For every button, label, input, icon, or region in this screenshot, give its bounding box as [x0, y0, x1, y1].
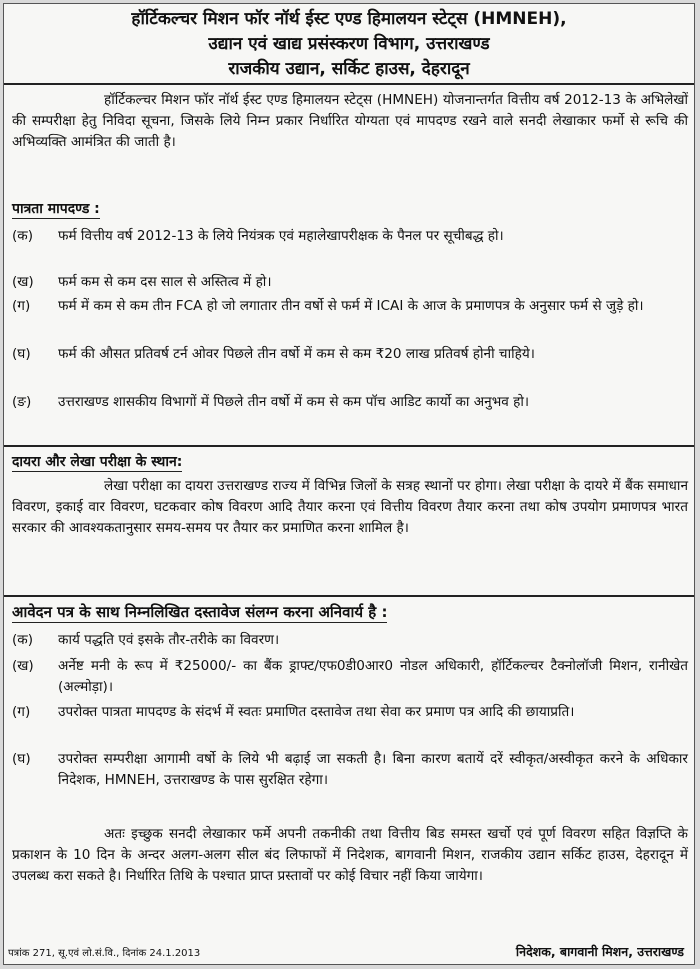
document-item: (ख) अर्नेष्ट मनी के रूप में ₹25000/- का बैंक ड्राफ्ट/एफ0डी0आर0 नोडल अधिकारी, हॉर्टिकल्चर टैक्नोलॉजी मिशन, रानीखेत (अल्मोड़ा)।: [12, 658, 688, 695]
eligibility-item: (क) फर्म वित्तीय वर्ष 2012-13 के लिये नियंत्रक एवं महालेखापरीक्षक के पैनल पर सूचीबद्ध हो।: [12, 228, 504, 244]
scope-paragraph: लेखा परीक्षा का दायरा उत्तराखण्ड राज्य में विभिन्न जिलों के सत्रह स्थानों पर होगा। लेखा परीक्षा के दायरे में बैंक समाधान विवरण, इकाई वार विवरण, घटकवार कोष विवरण आदि तैयार करना एवं वित्तीय विवरण तैयार करना तथा कोष उपयोग प्रमाणपत्र भारत सरकार की आवश्यकतानुसार समय-समय पर तैयार कर प्रमाणित करना शामिल है।: [12, 478, 688, 536]
section-divider: [4, 595, 694, 597]
eligibility-item: (घ) फर्म की औसत प्रतिवर्ष टर्न ओवर पिछले तीन वर्षो में कम से कम ₹20 लाख प्रतिवर्ष होनी चाहिये।: [12, 346, 535, 362]
document-item: (ग) उपरोक्त पात्रता मापदण्ड के संदर्भ में स्वतः प्रमाणित दस्तावेज तथा सेवा कर प्रमाण पत्र आदि की छायाप्रति।: [12, 704, 575, 720]
header-line-2: उद्यान एवं खाद्य प्रसंस्करण विभाग, उत्तराखण्ड: [208, 34, 490, 54]
signatory: निदेशक, बागवानी मिशन, उत्तराखण्ड: [515, 944, 684, 959]
header-line-3: राजकीय उद्यान, सर्किट हाउस, देहरादून: [228, 59, 470, 79]
document-item: (घ) उपरोक्त सम्परीक्षा आगामी वर्षो के लिये भी बढ़ाई जा सकती है। बिना कारण बतायें दरें स्वीकृत/अस्वीकृत करने के अधिकार निदेशक, HMNEH, उत्तराखण्ड के पास सुरक्षित रहेगा।: [12, 751, 688, 788]
tender-notice: [3, 3, 695, 965]
eligibility-heading: पात्रता मापदण्ड :: [12, 201, 100, 217]
eligibility-item: (ग) फर्म में कम से कम तीन FCA हो जो लगातार तीन वर्षो से फर्म में ICAI के आज के प्रमाणपत्र के अनुसार फर्म से जुड़े हो।: [12, 298, 644, 314]
section-divider: [4, 445, 694, 447]
documents-heading: आवेदन पत्र के साथ निम्नलिखित दस्तावेज संलग्न करना अनिवार्य है :: [12, 603, 388, 621]
reference-number: पत्रांक 271, सू.एवं लो.सं.वि., दिनांक 24.1.2013: [8, 948, 201, 959]
eligibility-item: (ङ) उत्तराखण्ड शासकीय विभागों में पिछले तीन वर्षो में कम से कम पॉच आडिट कार्यो का अनुभव हो।: [12, 394, 530, 410]
eligibility-item: (ख) फर्म कम से कम दस साल से अस्तित्व में हो।: [12, 274, 272, 290]
scope-heading: दायरा और लेखा परीक्षा के स्थान:: [12, 454, 183, 470]
notice-header: [4, 4, 694, 82]
header-divider: [4, 83, 694, 85]
closing-paragraph: अतः इच्छुक सनदी लेखाकार फर्मे अपनी तकनीकी तथा वित्तीय बिड समस्त खर्चो एवं पूर्ण विवरण सहित विज्ञप्ति के प्रकाशन के 10 दिन के अन्दर अलग-अलग सील बंद लिफाफों में निदेशक, बागवानी मिशन, राजकीय उद्यान सर्किट हाउस, देहरादून में उपलब्ध करा सकते है। निर्धारित तिथि के पश्चात प्राप्त प्रस्तावों पर कोई विचार नहीं किया जायेगा।: [12, 826, 688, 884]
intro-paragraph: हॉर्टिकल्चर मिशन फॉर नॉर्थ ईस्ट एण्ड हिमालयन स्टेट्स (HMNEH) योजनान्तर्गत वित्तीय वर्ष 2012-13 के अभिलेखों की सम्परीक्षा हेतु निविदा सूचना, जिसके लिये निम्न प्रकार निर्धारित योग्यता एवं मापदण्ड रखने वाले सनदी लेखाकार फर्मो से रूचि की अभिव्यक्ति आमंत्रित की जाती है।: [12, 92, 688, 150]
document-item: (क) कार्य पद्धति एवं इसके तौर-तरीके का विवरण।: [12, 632, 280, 648]
header-line-1: हॉर्टिकल्चर मिशन फॉर नॉर्थ ईस्ट एण्ड हिमालयन स्टेट्स (HMNEH),: [131, 9, 567, 29]
